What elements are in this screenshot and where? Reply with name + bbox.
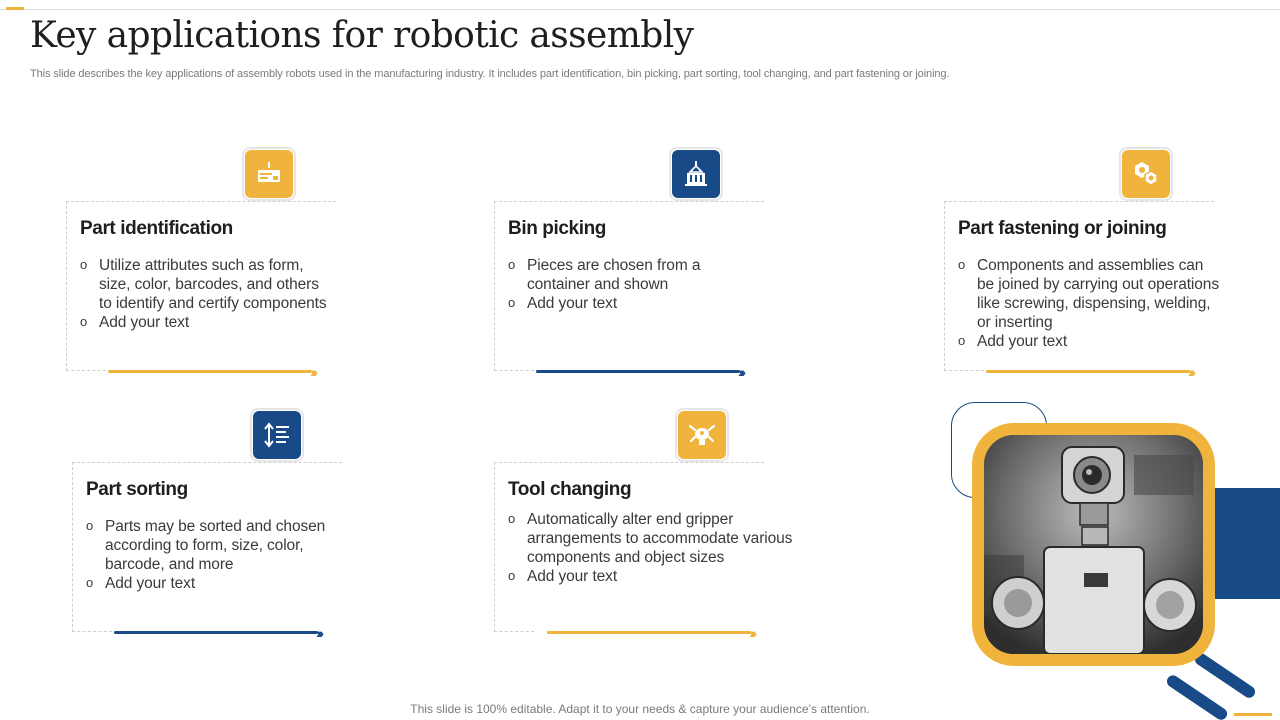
bullet-item[interactable]: o Parts may be sorted and chosen according to form, size, color, barcode, and more <box>86 517 341 574</box>
card-title[interactable]: Part sorting <box>86 479 188 500</box>
top-divider <box>0 9 1280 10</box>
bullet-list <box>80 256 335 332</box>
bullet-item[interactable]: o Pieces are chosen from a container and shown <box>508 256 748 294</box>
card-accent-line <box>108 370 312 373</box>
bullet-item[interactable]: o Automatically alter end gripper arrangements to accommodate various components and object sizes <box>508 510 808 567</box>
chevrons-icon: ››› <box>1188 364 1193 380</box>
robot-photo[interactable] <box>972 423 1215 666</box>
card-part-identification <box>66 201 336 380</box>
bottom-accent-bar <box>1234 713 1272 716</box>
chevrons-icon: ››› <box>310 364 315 380</box>
card-part-fastening <box>944 201 1219 380</box>
decorative-handle-bar <box>1193 651 1258 700</box>
slide-subtitle[interactable]: This slide describes the key applications of assembly robots used in the manufacturing industry. It includes part identification, bin picking, part sorting, tool changing, and part fastening or joining. <box>30 68 950 80</box>
bullet-item[interactable]: o Add your text <box>86 574 341 593</box>
id-card-icon <box>254 159 284 189</box>
bullet-item[interactable]: o Add your text <box>80 313 335 332</box>
bullet-list <box>958 256 1220 351</box>
bullet-list <box>508 510 808 586</box>
card-bin-picking <box>494 201 764 380</box>
card-accent-line <box>536 370 740 373</box>
part-identification-icon-box[interactable] <box>242 147 296 201</box>
chevrons-icon: ››› <box>749 625 754 641</box>
bullet-list <box>86 517 341 593</box>
bullet-item[interactable]: o Add your text <box>508 567 808 586</box>
footer-note[interactable]: This slide is 100% editable. Adapt it to your needs & capture your audience’s attention. <box>410 702 870 716</box>
sort-icon <box>262 420 292 450</box>
chevrons-icon: ››› <box>316 625 321 641</box>
crane-container-icon <box>681 159 711 189</box>
part-sorting-icon-box[interactable] <box>250 408 304 462</box>
part-fastening-icon-box[interactable] <box>1119 147 1173 201</box>
bullet-item[interactable]: o Add your text <box>958 332 1220 351</box>
card-accent-line <box>986 370 1190 373</box>
tool-changing-icon-box[interactable] <box>675 408 729 462</box>
hex-nut-icon <box>1130 158 1162 190</box>
bullet-item[interactable]: o Utilize attributes such as form, size, color, barcodes, and others to identify and certify components <box>80 256 335 313</box>
robot-gripper-icon <box>687 420 717 450</box>
card-part-sorting <box>72 462 342 641</box>
bullet-list <box>508 256 748 313</box>
card-accent-line <box>114 631 318 634</box>
bin-picking-icon-box[interactable] <box>669 147 723 201</box>
card-tool-changing <box>494 462 793 641</box>
chevrons-icon: ››› <box>738 364 743 380</box>
card-title[interactable]: Tool changing <box>508 479 632 500</box>
slide-title[interactable]: Key applications for robotic assembly <box>30 15 694 56</box>
top-accent-bar <box>6 7 24 10</box>
bullet-item[interactable]: o Add your text <box>508 294 748 313</box>
card-accent-line <box>547 631 751 634</box>
card-title[interactable]: Part fastening or joining <box>958 218 1167 239</box>
card-title[interactable]: Bin picking <box>508 218 606 239</box>
bullet-item[interactable]: o Components and assemblies can be joined by carrying out operations like screwing, dispensing, welding, or inserting <box>958 256 1220 332</box>
card-title[interactable]: Part identification <box>80 218 233 239</box>
robot-image <box>984 435 1203 654</box>
